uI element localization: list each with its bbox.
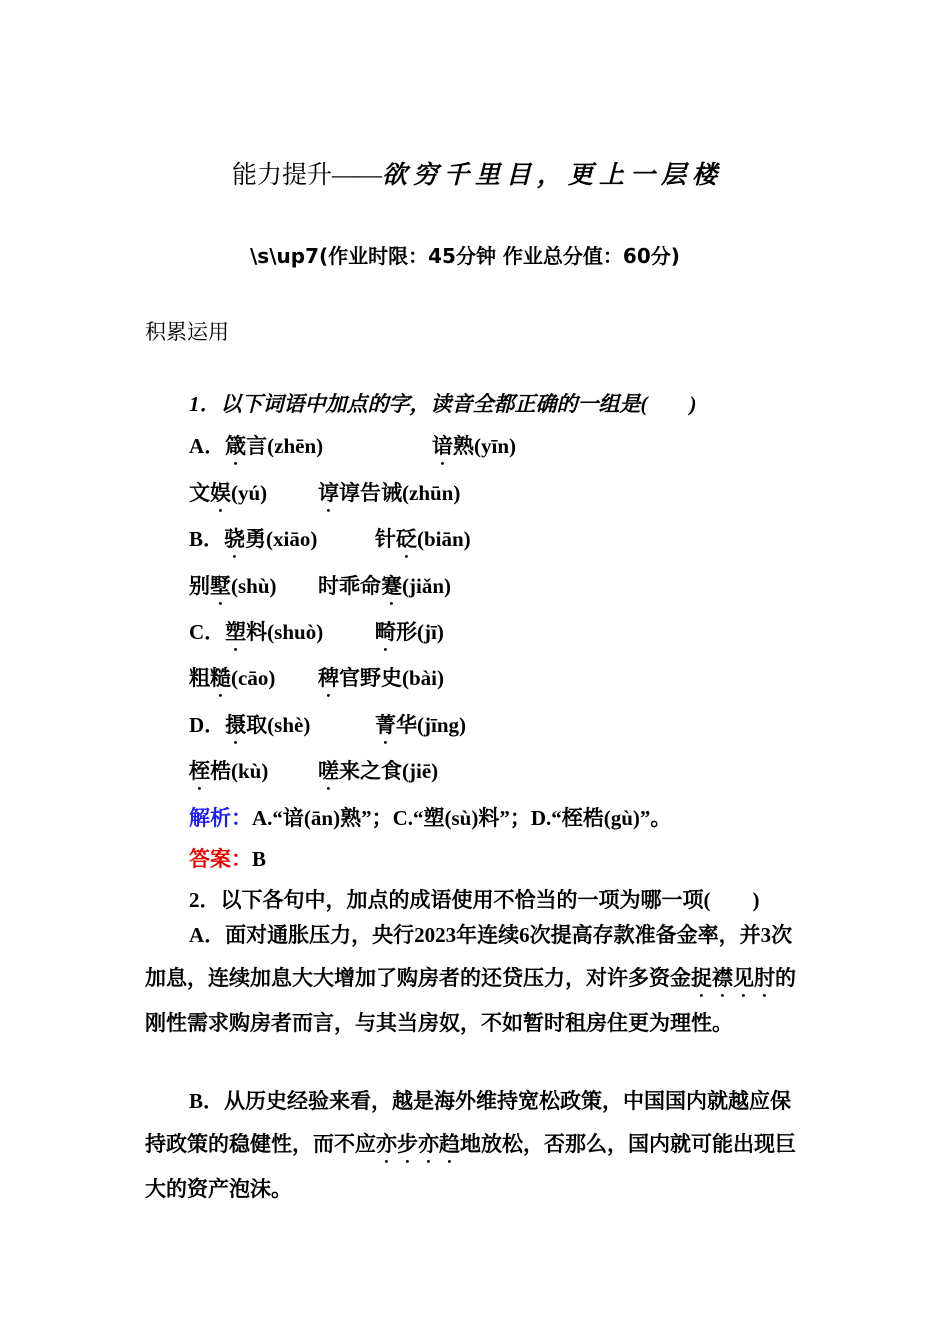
title-plain: 能力提升—— (232, 162, 383, 189)
option-a-item2: 谙熟(yīn) (432, 434, 516, 458)
answer-text: B (252, 847, 267, 871)
option-d-item4: 嗟来之食(jiē) (318, 759, 439, 783)
option-d-item2: 菁华(jīng) (375, 713, 466, 737)
question-2-option-a: A．面对通胀压力，央行2023年连续6次提高存款准备金率，并3次加息，连续加息大大增加了购房者的还贷压力，对许多资金捉襟见肘的刚性需求购房者而言，与其当房奴，不如暂时租房住更为理性。 (145, 923, 796, 1035)
option-b-row1: B．骁勇(xiāo) (189, 527, 318, 551)
question-1-analysis (189, 802, 671, 832)
analysis-label: 解析： (189, 806, 252, 830)
option-c-row1: C．塑料(shuò) (189, 620, 324, 644)
analysis-text: A.“谙(ān)熟”；C.“塑(sù)料”；D.“桎梏(gù)”。 (252, 806, 672, 830)
option-a-item3: 文娱(yú) (189, 481, 268, 505)
page-subtitle: \s\up7(作业时限：45分钟 作业总分值：60分) (250, 244, 680, 268)
question-1-stem: 1．以下词语中加点的字，读音全都正确的一组是( ) (189, 392, 697, 416)
option-a-row1: A．箴言(zhēn) (189, 434, 324, 458)
question-2-option-b: B．从历史经验来看，越是海外维持宽松政策，中国国内就越应保持政策的稳健性，而不应亦步亦趋地放松，否那么，国内就可能出现巨大的资产泡沫。 (145, 1089, 796, 1201)
option-b-item3: 别墅(shù) (189, 574, 277, 598)
section-heading: 积累运用 (145, 320, 229, 344)
option-b-item4: 时乖命蹇(jiǎn) (318, 574, 451, 598)
option-b-item2: 针砭(biān) (375, 527, 471, 551)
answer-label: 答案： (189, 847, 252, 871)
question-1-answer (189, 843, 266, 873)
option-d-item3: 桎梏(kù) (189, 759, 269, 783)
option-c-item3: 粗糙(cāo) (189, 666, 276, 690)
question-2-stem: 2．以下各句中，加点的成语使用不恰当的一项为哪一项( ) (189, 888, 760, 912)
idiom-dotted: 亦步亦趋 (376, 1131, 460, 1156)
page-title (232, 155, 723, 191)
option-d-row1: D．摄取(shè) (189, 713, 311, 737)
option-a-item4: 谆谆告诫(zhūn) (318, 481, 461, 505)
idiom-dotted: 捉襟见肘 (691, 965, 775, 990)
option-c-item2: 畸形(jī) (375, 620, 444, 644)
title-calligraphy: 欲穷千里目，更上一层楼 (382, 162, 724, 189)
option-c-item4: 稗官野史(bài) (318, 666, 444, 690)
